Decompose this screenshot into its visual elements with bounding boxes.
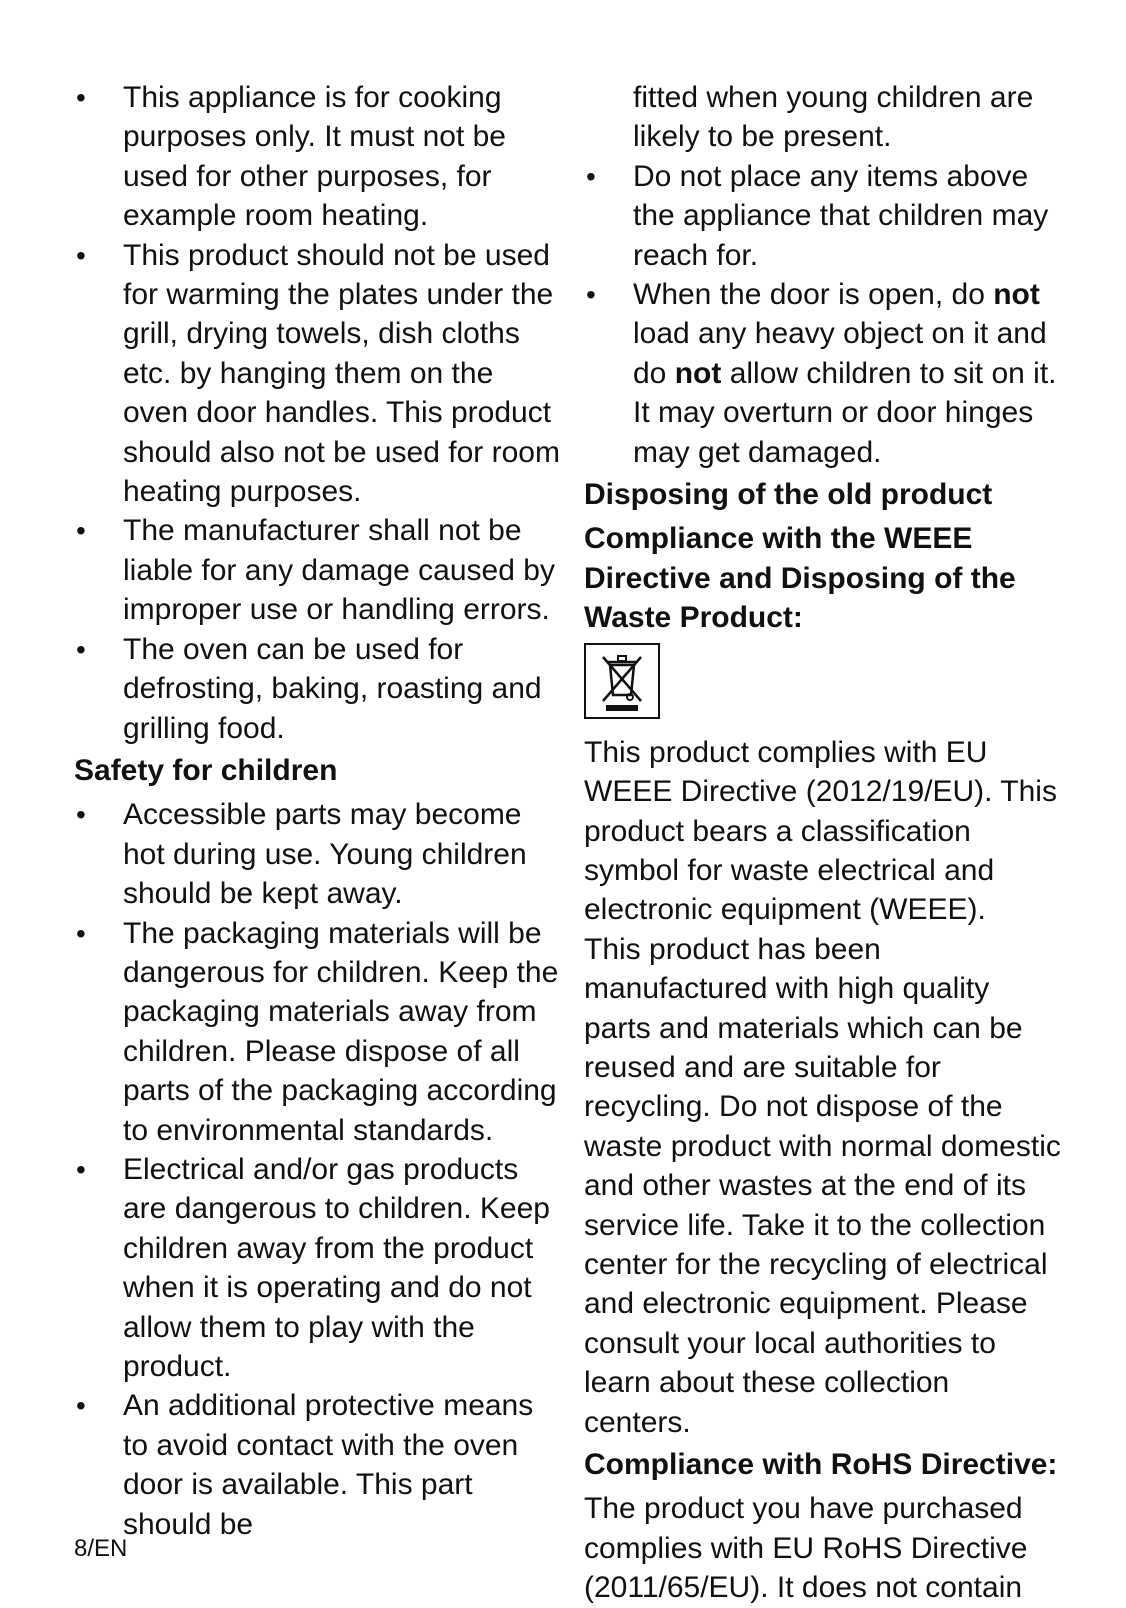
bullet-no-items-above: • Do not place any items above the appliance that children may reach for. xyxy=(584,157,1064,275)
usage-bullets xyxy=(74,78,560,748)
door-bold-1: not xyxy=(993,278,1040,312)
child-safety-bullets xyxy=(74,795,560,1544)
left-column xyxy=(74,78,560,1544)
right-column xyxy=(584,78,1064,1608)
bullet-hot-parts: • Accessible parts may become hot during use. Young children should be kept away. xyxy=(74,795,560,913)
bullet-door-open xyxy=(584,275,1064,472)
rohs-heading: Compliance with RoHS Directive: xyxy=(584,1448,1058,1481)
door-text-2: load any heavy object on it and do xyxy=(633,317,1047,390)
door-bold-2: not xyxy=(674,356,722,390)
bullet-liability: • The manufacturer shall not be liable for any damage caused by improper use or handling errors. xyxy=(74,511,560,629)
weee-paragraph-2: This product has been manufactured with high quality parts and materials which can be reused and are suitable for recycling. Do not dispose of the waste product with normal domestic and other wastes at the end of its service life. Take it to the collection center for the recycling of electrical and electronic equipment. Please consult your local authorities to learn about these collection centers. xyxy=(584,932,1061,1439)
page-number: 8/EN xyxy=(74,1535,128,1562)
bullet-oven-uses: • The oven can be used for defrosting, baking, roasting and grilling food. xyxy=(74,630,560,748)
bullet-protective-means: • An additional protective means to avoid contact with the oven door is available. This part should be xyxy=(74,1386,560,1544)
disposing-heading: Disposing of the old product xyxy=(584,478,993,512)
safety-children-heading: Safety for children xyxy=(74,753,338,787)
weee-heading: Compliance with the WEEE Directive and Disposing of the Waste Product: xyxy=(584,522,1016,635)
bullet-no-warming: • This product should not be used for warming the plates under the grill, drying towels, dish cloths etc. by hanging them on the oven door handles. This product should also not be used for room heating purposes. xyxy=(74,236,560,512)
bullet-electrical-gas: • Electrical and/or gas products are dangerous to children. Keep children away from the product when it is operating and do not allow them to play with the product. xyxy=(74,1150,560,1386)
bullet-cooking-only: • This appliance is for cooking purposes only. It must not be used for other purposes, for example room heating. xyxy=(74,78,560,236)
door-text-3: allow children to sit on it. It may overturn or door hinges may get damaged. xyxy=(633,356,1057,469)
door-text-1: When the door is open, do xyxy=(633,278,994,312)
rohs-paragraph: The product you have purchased complies with EU RoHS Directive (2011/65/EU). It does not contain xyxy=(584,1492,1028,1605)
bullet-packaging: • The packaging materials will be dangerous for children. Keep the packaging materials away from children. Please dispose of all parts of the packaging according to environmental standards. xyxy=(74,914,560,1150)
continued-bullets xyxy=(584,78,1064,472)
crossed-out-wheelie-bin-icon xyxy=(584,643,660,719)
weee-paragraph-1: This product complies with EU WEEE Directive (2012/19/EU). This product bears a classification symbol for waste electrical and electronic equipment (WEEE). xyxy=(584,735,1057,927)
continued-text: fitted when young children are likely to be present. xyxy=(633,81,1034,154)
